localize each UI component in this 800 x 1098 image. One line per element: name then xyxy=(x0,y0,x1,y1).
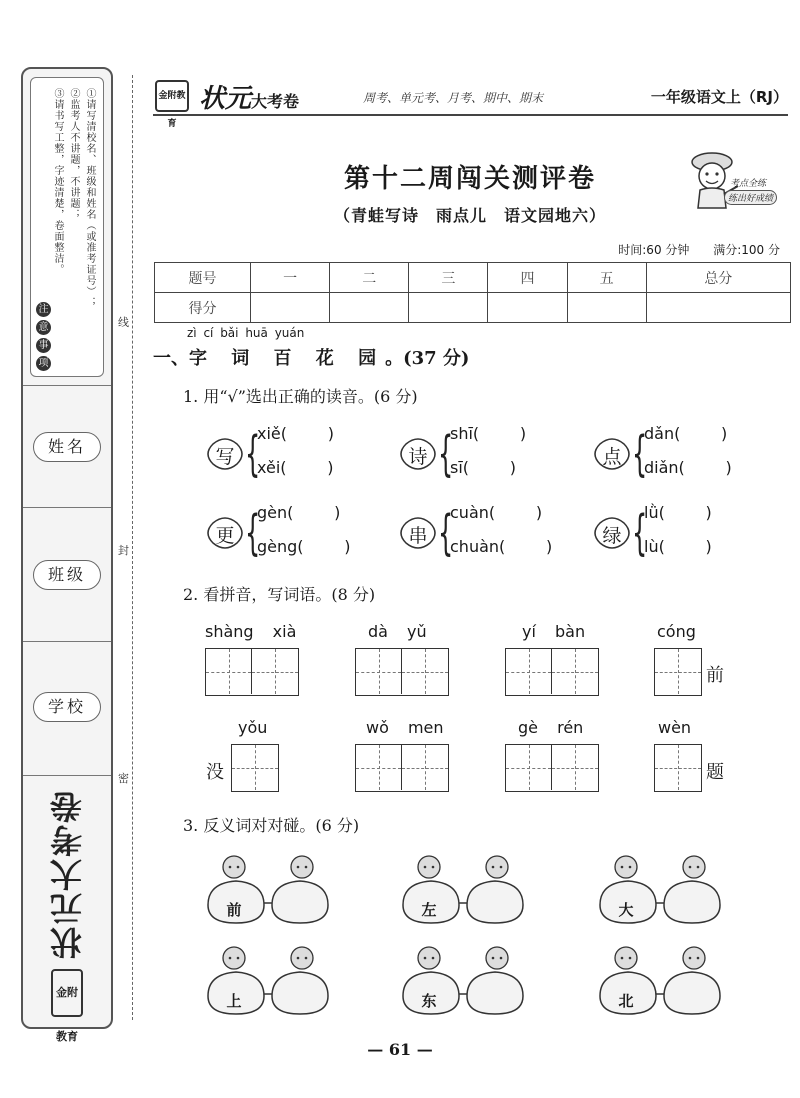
name-label: 姓名 xyxy=(33,432,101,462)
section-title: 一、字 词 百 花 园。(37 分) xyxy=(153,348,470,369)
pinyin-label: shàng xià xyxy=(205,622,297,641)
score-cell[interactable] xyxy=(330,293,409,323)
header-grade: 一年级语文上（RJ） xyxy=(650,88,788,106)
score-table xyxy=(154,262,791,323)
header-exam-types: 周考、单元考、月考、期中、期末 xyxy=(363,91,544,105)
given-char: 题 xyxy=(706,762,724,783)
pinyin-label: wǒ men xyxy=(366,718,444,737)
school-label: 学校 xyxy=(33,692,101,722)
writing-grid[interactable] xyxy=(355,648,449,696)
score-cell[interactable] xyxy=(409,293,488,323)
mascot-slogan-1: 考点全练 xyxy=(730,179,767,189)
option-2[interactable]: gèng( ) xyxy=(257,537,351,556)
sidebar-brand: 状元大考卷 xyxy=(49,789,87,959)
option-2[interactable]: diǎn( ) xyxy=(644,458,732,477)
q1-title: 1. 用“√”选出正确的读音。(6 分) xyxy=(183,387,418,406)
page-number: — 61 — xyxy=(367,1040,433,1059)
antonym-pair xyxy=(401,853,527,927)
antonym-word: 前 xyxy=(226,901,242,919)
notice-box xyxy=(30,77,104,377)
writing-grid[interactable] xyxy=(231,744,279,792)
mascot-illustration xyxy=(684,150,784,212)
score-cell[interactable] xyxy=(567,293,646,323)
class-section xyxy=(23,507,111,641)
pinyin-label: dà yǔ xyxy=(368,622,427,641)
option-2[interactable]: lù( ) xyxy=(644,537,712,556)
option-1[interactable]: xiě( ) xyxy=(257,424,334,443)
header-brand: 状元大考卷 xyxy=(199,84,300,114)
q3-title: 3. 反义词对对碰。(6 分) xyxy=(183,816,360,835)
antonym-pair xyxy=(206,853,332,927)
pronunciation-item: 诗 { shī( ) sī( ) xyxy=(398,424,568,484)
pronunciation-item: 写 { xiě( ) xěi( ) xyxy=(205,424,375,484)
name-section xyxy=(23,385,111,507)
pinyin-label: yí bàn xyxy=(522,622,586,641)
page-title: 第十二周闯关测评卷 xyxy=(343,164,596,194)
writing-grid[interactable] xyxy=(654,648,702,696)
q2-title: 2. 看拼音，写词语。(8 分) xyxy=(183,585,376,604)
binding-panel xyxy=(21,67,113,1043)
antonym-word: 东 xyxy=(421,992,437,1010)
notice-title: 注 意 事 项 xyxy=(36,302,54,320)
page-subtitle: （青蛙写诗 雨点儿 语文园地六） xyxy=(333,206,606,225)
cut-mark-secret: 密 xyxy=(118,772,129,785)
antonym-word: 上 xyxy=(226,992,242,1010)
pronunciation-item: 串 { cuàn( ) chuàn( ) xyxy=(398,503,568,563)
writing-grid[interactable] xyxy=(355,744,449,792)
school-section xyxy=(23,641,111,775)
score-table-row: 得分 xyxy=(155,293,791,323)
writing-grid[interactable] xyxy=(505,744,599,792)
writing-grid[interactable] xyxy=(505,648,599,696)
pronunciation-item: 绿 { lǜ( ) lù( ) xyxy=(592,503,762,563)
antonym-word: 大 xyxy=(618,901,634,919)
option-1[interactable]: gèn( ) xyxy=(257,503,341,522)
antonym-pair xyxy=(598,853,724,927)
score-table-header: 题号 一 二 三 四 五 总分 xyxy=(155,263,791,293)
option-2[interactable]: sī( ) xyxy=(450,458,516,477)
section-pinyin: zì cí bǎi huā yuán xyxy=(187,326,305,340)
cut-line xyxy=(132,75,133,1020)
score-cell[interactable] xyxy=(251,293,330,323)
score-cell[interactable] xyxy=(488,293,567,323)
score-cell[interactable] xyxy=(646,293,790,323)
notice-line-2: ②监考人不讲题，不讲题； xyxy=(68,88,79,220)
pinyin-label: gè rén xyxy=(518,718,584,737)
pronunciation-item: 点 { dǎn( ) diǎn( ) xyxy=(592,424,762,484)
cut-mark-line: 线 xyxy=(118,316,129,329)
page-header xyxy=(153,76,788,129)
header-logo: 金附教育 xyxy=(155,80,189,112)
antonym-pair xyxy=(598,944,724,1018)
mascot-slogan-2: 练出好成绩 xyxy=(724,190,777,205)
full-score: 满分:100 分 xyxy=(713,243,780,257)
given-char: 前 xyxy=(706,665,724,686)
writing-grid[interactable] xyxy=(654,744,702,792)
pronunciation-item: 更 { gèn( ) gèng( ) xyxy=(205,503,375,563)
option-1[interactable]: shī( ) xyxy=(450,424,527,443)
antonym-word: 左 xyxy=(421,901,437,919)
option-1[interactable]: lǜ( ) xyxy=(644,503,712,522)
given-char: 没 xyxy=(206,762,224,783)
sidebar-logo: 金附教育 xyxy=(51,969,83,1017)
option-1[interactable]: cuàn( ) xyxy=(450,503,543,522)
option-2[interactable]: chuàn( ) xyxy=(450,537,553,556)
option-1[interactable]: dǎn( ) xyxy=(644,424,728,443)
pinyin-label: yǒu xyxy=(238,718,268,737)
writing-grid[interactable] xyxy=(205,648,299,696)
exam-meta xyxy=(598,241,780,258)
pinyin-label: cóng xyxy=(657,622,696,641)
class-label: 班级 xyxy=(33,560,101,590)
notice-line-1: ①请写清校名、班级和姓名（或准考证号）； xyxy=(84,88,95,308)
pinyin-label: wèn xyxy=(658,718,692,737)
antonym-pair xyxy=(401,944,527,1018)
time-limit: 时间:60 分钟 xyxy=(618,243,690,257)
cut-mark-seal: 封 xyxy=(118,544,129,557)
notice-line-3: ③请书写工整，字迹清楚，卷面整洁。 xyxy=(52,88,63,275)
antonym-pair xyxy=(206,944,332,1018)
antonym-word: 北 xyxy=(618,992,634,1010)
option-2[interactable]: xěi( ) xyxy=(257,458,334,477)
